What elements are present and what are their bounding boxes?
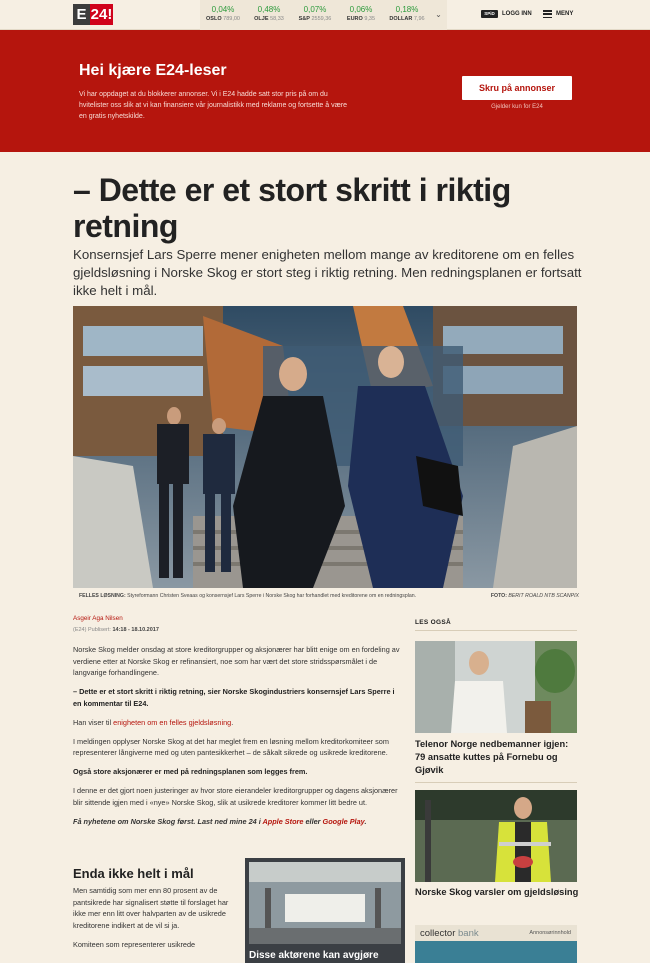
paragraph-bold: Også store aksjonærer er med på redningsplanen som legges frem. bbox=[73, 767, 308, 776]
paragraph bbox=[73, 717, 403, 729]
paragraph: Men samtidig som mer enn 80 prosent av de pantsikrede har signalisert støtte til forslaget har ikke mer enn litt over halvparten av de usikrede kreditorene indikert at de vil si ja. bbox=[73, 886, 229, 930]
market-ticker[interactable] bbox=[200, 0, 447, 30]
paragraph: I meldingen opplyser Norske Skog at det har meglet frem en løsning mellom kreditorkomiteer som representerer långiverne med og uten pantesikkerhet – de såkalt sikrede og usikrede kreditorene. bbox=[73, 736, 389, 757]
hero-photo[interactable] bbox=[73, 306, 577, 588]
factory-photo bbox=[245, 858, 405, 963]
ticker-value: 7,96 bbox=[413, 16, 425, 22]
author-link[interactable]: Asgeir Aga Nilsen bbox=[73, 615, 123, 622]
ticker-name: OSLO bbox=[206, 16, 222, 22]
ticker-dollar[interactable] bbox=[384, 0, 430, 30]
article-body-continued bbox=[73, 885, 236, 958]
e24-logo[interactable] bbox=[73, 4, 113, 25]
hero-photo-illustration bbox=[73, 306, 577, 588]
ticker-name: S&P bbox=[298, 16, 310, 22]
paragraph: I denne er det gjort noen justeringer av hvor store eierandeler kreditorgrupper og dagens aksjonærer blir sittende igjen med i «nye» Norske Skog, slik at usikrede kreditorer kommer litt bedre ut. bbox=[73, 786, 398, 807]
ticker-pct: 0,07% bbox=[303, 5, 327, 14]
divider bbox=[415, 782, 577, 783]
ticker-pct: 0,06% bbox=[349, 5, 373, 14]
ticker-name: EURO bbox=[346, 16, 363, 22]
app-promo-mid: eller bbox=[303, 816, 323, 826]
section-subhead: Enda ikke helt i mål bbox=[73, 866, 194, 881]
ticker-value: 2559,36 bbox=[311, 16, 332, 22]
app-promo-prefix: Få nyhetene om Norske Skog først. Last ned mine 24 i bbox=[73, 816, 263, 826]
divider bbox=[415, 630, 577, 631]
ticker-value: 9,35 bbox=[364, 16, 376, 22]
ticker-name: DOLLAR bbox=[389, 16, 413, 22]
photo-credit: BERIT ROALD NTB SCANPIX bbox=[508, 593, 579, 599]
ticker-pct: 0,18% bbox=[395, 5, 419, 14]
telenor-story-photo[interactable] bbox=[415, 641, 577, 733]
caption-text: Styreformann Christen Sveaas og konsernsjef Lars Sperre i Norske Skog har forhandlet med kreditorene om en redningsplan. bbox=[127, 593, 417, 599]
ticker-name: OLJE bbox=[254, 16, 269, 22]
ticker-oslo[interactable] bbox=[200, 0, 246, 30]
article-headline: – Dette er et stort skritt i riktig retning bbox=[73, 172, 511, 244]
banner-note: Gjelder kun for E24 bbox=[491, 104, 543, 110]
ticker-pct: 0,48% bbox=[257, 5, 281, 14]
article-body bbox=[73, 644, 403, 835]
ticker-value: 58,33 bbox=[270, 16, 284, 22]
p3-prefix: Han viser til bbox=[73, 717, 114, 727]
ticker-euro[interactable] bbox=[338, 0, 384, 30]
paragraph: Norske Skog melder onsdag at store kreditorgrupper og aksjonærer har blitt enige om en fordeling av verdiene etter at Norske Skog er refinansiert, noe som har vært det store stridsspørsmålet i de langvarige forhandlingene. bbox=[73, 645, 400, 677]
photo-caption bbox=[79, 592, 579, 600]
ticker-olje[interactable] bbox=[246, 0, 292, 30]
related-inset-card[interactable] bbox=[245, 858, 405, 963]
p3-suffix: . bbox=[231, 717, 234, 727]
paragraph: Komiteen som representerer usikrede bbox=[73, 939, 196, 949]
ad-brand-a: collector bbox=[420, 928, 456, 939]
ad-image bbox=[415, 941, 577, 963]
norske-skog-story-photo[interactable] bbox=[415, 790, 577, 882]
logo-24: 24! bbox=[90, 6, 113, 23]
hamburger-menu-icon[interactable] bbox=[543, 10, 552, 18]
app-promo bbox=[73, 816, 403, 828]
banner-text: Vi har oppdaget at du blokkerer annonser. Vi i E24 hadde satt stor pris på om du hvitelister oss slik at vi kan finansiere vår journalistikk med reklame og fortsette å være en gratis nyhetskilde. bbox=[79, 91, 348, 120]
related-story-title[interactable]: Telenor Norge nedbemanner igjen: 79 ansatte kuttes på Fornebu og Gjøvik bbox=[415, 739, 569, 775]
spid-badge-icon[interactable]: SPiD bbox=[481, 10, 498, 18]
ticker-sp[interactable] bbox=[292, 0, 338, 30]
login-link[interactable]: LOGG INN bbox=[502, 11, 532, 17]
article-lead: Konsernsjef Lars Sperre mener enigheten mellom mange av kreditorene om en felles gjeldsløsning i Norske Skog er stort steg i riktig retning. Men redningsplanen er fortsatt ikke helt i mål. bbox=[73, 247, 582, 298]
enable-ads-button[interactable]: Skru på annonser bbox=[462, 76, 572, 100]
ticker-value: 789,00 bbox=[223, 16, 240, 22]
caption-label: FELLES LØSNING: bbox=[79, 593, 126, 599]
related-story-title[interactable]: Norske Skog varsler om gjeldsløsing bbox=[415, 887, 579, 897]
ad-brand-logo bbox=[420, 928, 479, 939]
apple-store-link[interactable]: Apple Store bbox=[262, 816, 304, 826]
sponsored-label: Annonsørinnhold bbox=[529, 930, 571, 936]
debt-solution-link[interactable]: enigheten om en felles gjeldsløsning bbox=[113, 717, 232, 727]
inset-title: Disse aktørene kan avgjøre bbox=[249, 950, 379, 961]
publish-info bbox=[73, 627, 159, 633]
chevron-down-icon[interactable]: ⌄ bbox=[435, 10, 442, 19]
read-also-heading: LES OGSÅ bbox=[415, 619, 451, 626]
ticker-pct: 0,04% bbox=[211, 5, 235, 14]
adblock-banner bbox=[0, 30, 650, 152]
top-bar bbox=[0, 0, 650, 30]
logo-e: E bbox=[73, 4, 90, 25]
credit-label: FOTO: bbox=[490, 593, 507, 599]
app-promo-suffix: . bbox=[364, 816, 367, 826]
paragraph-quote: – Dette er et stort skritt i riktig retning, sier Norske Skogindustriers konsernsjef Lars Sperre i en kommentar til E24. bbox=[73, 687, 395, 708]
publish-time: 14:18 - 18.10.2017 bbox=[112, 627, 159, 633]
ad-brand-b: bank bbox=[455, 928, 479, 939]
publish-prefix: (E24) Publisert: bbox=[73, 627, 111, 633]
google-play-link[interactable]: Google Play bbox=[322, 816, 365, 826]
banner-title: Hei kjære E24-leser bbox=[79, 62, 227, 79]
sponsored-ad[interactable] bbox=[415, 925, 577, 963]
menu-button[interactable]: MENY bbox=[556, 11, 574, 17]
